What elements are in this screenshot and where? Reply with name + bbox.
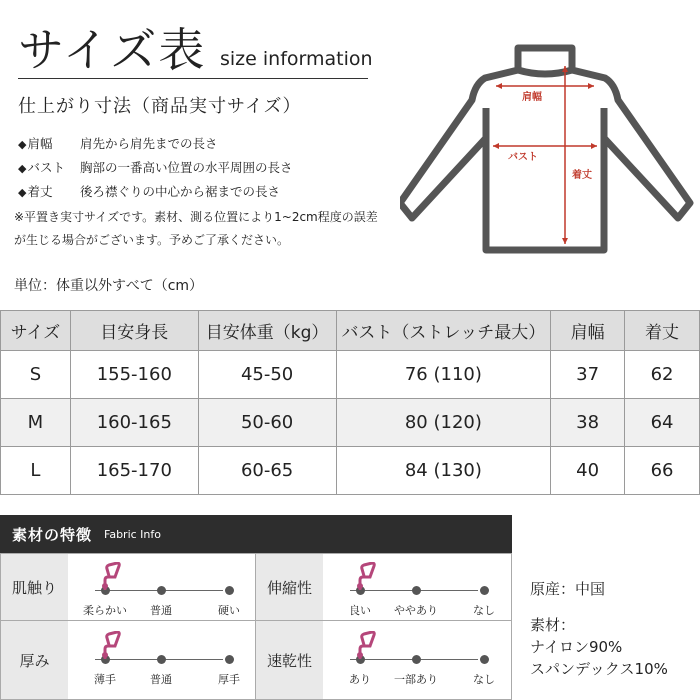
fabric-item-thickness (0, 620, 256, 700)
definition-bust (18, 155, 293, 179)
scale-option-label: あり (349, 673, 371, 686)
fabric-scale (344, 562, 494, 622)
table-header-row (1, 311, 700, 351)
scale-dot (157, 586, 166, 595)
scale-option-label: ややあり (394, 604, 438, 617)
cell-bust: 84 (130) (336, 447, 551, 495)
scale-dot (225, 655, 234, 664)
garment-diagram (400, 38, 695, 260)
scale-option-label: 一部あり (394, 673, 438, 686)
scale-option-label: 普通 (150, 604, 172, 617)
scale-option-label: 良い (349, 604, 371, 617)
title-divider (18, 78, 368, 79)
fabric-item-label: 伸縮性 (256, 554, 323, 620)
fabric-item-stretch (255, 553, 512, 621)
cell-height: 165-170 (70, 447, 198, 495)
pointer-marker-icon (97, 631, 123, 659)
fabric-scale (344, 631, 494, 691)
col-header-length: 着丈 (625, 311, 700, 351)
material-line: ナイロン90% (530, 638, 623, 656)
cell-weight: 45-50 (198, 351, 336, 399)
scale-dot (412, 655, 421, 664)
section-subtitle: 仕上がり寸法（商品実寸サイズ） (18, 96, 302, 117)
definition-desc: 胸部の一番高い位置の水平周囲の長さ (80, 160, 293, 175)
definition-term: ◆ 着丈 (18, 182, 80, 200)
scale-option-label: なし (473, 673, 495, 686)
material-line: スパンデックス10% (530, 660, 668, 678)
table-row (1, 351, 700, 399)
col-header-bust: バスト（ストレッチ最大） (336, 311, 551, 351)
scale-dot (412, 586, 421, 595)
definition-term: ◆ バスト (18, 158, 80, 176)
scale-option-label: 厚手 (218, 673, 240, 686)
page-title-en: size information (220, 48, 373, 70)
cell-weight: 50-60 (198, 399, 336, 447)
cell-size: L (1, 447, 71, 495)
scale-dot (225, 586, 234, 595)
measurement-definitions (18, 131, 293, 203)
cell-weight: 60-65 (198, 447, 336, 495)
definition-shoulder (18, 131, 293, 155)
diagram-label-shoulder: 肩幅 (522, 92, 542, 103)
diagram-label-bust: バスト (508, 152, 538, 163)
scale-option-label: なし (473, 604, 495, 617)
cell-shoulder: 38 (551, 399, 625, 447)
col-header-size: サイズ (1, 311, 71, 351)
col-header-weight: 目安体重（kg） (198, 311, 336, 351)
definition-desc: 後ろ襟ぐりの中心から裾までの長さ (80, 184, 281, 199)
fabric-item-label: 肌触り (1, 554, 68, 620)
cell-length: 62 (625, 351, 700, 399)
cell-shoulder: 40 (551, 447, 625, 495)
scale-dot (480, 586, 489, 595)
fabric-title: 素材の特徴 (12, 525, 93, 544)
fabric-scale (89, 631, 239, 691)
origin-label: 原産：中国 (530, 580, 606, 598)
size-table (0, 310, 700, 495)
jacket-outline-icon (400, 48, 690, 250)
scale-option-label: 柔らかい (83, 604, 127, 617)
cell-bust: 76 (110) (336, 351, 551, 399)
definition-desc: 肩先から肩先までの長さ (80, 136, 218, 151)
cell-height: 155-160 (70, 351, 198, 399)
cell-length: 66 (625, 447, 700, 495)
fabric-item-label: 速乾性 (256, 621, 323, 699)
cell-shoulder: 37 (551, 351, 625, 399)
fabric-info-header (0, 515, 512, 553)
cell-size: S (1, 351, 71, 399)
material-label: 素材： (530, 616, 576, 634)
cell-length: 64 (625, 399, 700, 447)
diagram-label-length: 着丈 (572, 170, 592, 181)
col-header-height: 目安身長 (70, 311, 198, 351)
fabric-title-en: Fabric Info (104, 527, 161, 541)
unit-label: 単位：体重以外すべて（cm） (14, 278, 204, 294)
scale-option-label: 硬い (218, 604, 240, 617)
scale-dot (480, 655, 489, 664)
pointer-marker-icon (352, 631, 378, 659)
measurement-note: ※平置き実寸サイズです。素材、測る位置により1~2cm程度の誤差が生じる場合がございます。予めご了承ください。 (14, 210, 378, 247)
fabric-item-quickdry (255, 620, 512, 700)
cell-size: M (1, 399, 71, 447)
scale-dot (157, 655, 166, 664)
definition-term: ◆ 肩幅 (18, 134, 80, 152)
definition-length (18, 179, 293, 203)
col-header-shoulder: 肩幅 (551, 311, 625, 351)
page-title: サイズ表 (18, 23, 207, 77)
fabric-item-texture (0, 553, 256, 621)
scale-option-label: 普通 (150, 673, 172, 686)
pointer-marker-icon (97, 562, 123, 590)
table-row (1, 399, 700, 447)
material-info (530, 614, 668, 680)
cell-bust: 80 (120) (336, 399, 551, 447)
table-row (1, 447, 700, 495)
fabric-scale (83, 562, 240, 622)
scale-option-label: 薄手 (94, 673, 116, 686)
cell-height: 160-165 (70, 399, 198, 447)
pointer-marker-icon (352, 562, 378, 590)
fabric-item-label: 厚み (1, 621, 68, 699)
